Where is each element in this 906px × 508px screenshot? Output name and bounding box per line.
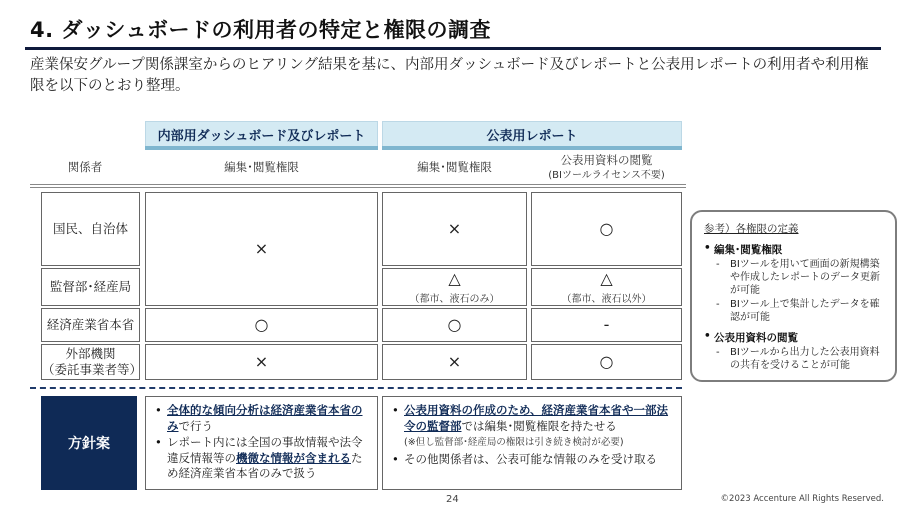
- cell-internal-merged: ×: [145, 192, 378, 306]
- policy-internal-bullet-2: • レポート内には全国の事故情報や法令違反情報等の機微な情報が含まれるため経済産業省本省のみで扱う: [154, 435, 371, 482]
- reference-title: 参考）各権限の定義: [704, 223, 799, 235]
- reference-item: - BIツールを用いて画面の新規構築や作成したレポートのデータ更新が可能: [704, 258, 885, 297]
- col-header-public-view-line2: (BIツールライセンス不要): [548, 170, 665, 181]
- group-underline-public: [382, 146, 682, 150]
- cell-public-edit-meti: ○: [382, 308, 527, 342]
- row-header-meti: 経済産業省本省: [41, 308, 140, 342]
- policy-label: 方針案: [41, 396, 137, 490]
- col-header-party: 関係者: [67, 160, 103, 174]
- reference-heading-view: • 公表用資料の閲覧: [704, 330, 885, 345]
- group-header-internal: 内部用ダッシュボード及びレポート: [145, 121, 378, 147]
- cell-public-view-external: ○: [531, 344, 682, 380]
- cell-public-edit-supervision: △ （都市、液石のみ）: [382, 268, 527, 306]
- cell-internal-meti: ○: [145, 308, 378, 342]
- col-header-internal-edit: 編集･閲覧権限: [224, 160, 299, 174]
- cell-public-view-meti: -: [531, 308, 682, 342]
- reference-item: - BIツールから出力した公表用資料の共有を受けることが可能: [704, 346, 885, 372]
- policy-public-bullet-2: • その他関係者は、公表可能な情報のみを受け取る: [391, 452, 675, 468]
- policy-public-box: [382, 396, 682, 490]
- col-header-public-view-line1: 公表用資料の閲覧: [560, 153, 653, 167]
- header-divider-top: [30, 184, 686, 185]
- copyright: ©2023 Accenture All Rights Reserved.: [720, 494, 884, 504]
- col-header-public-view: [531, 153, 682, 183]
- page-title: 4. ダッシュボードの利用者の特定と権限の調査: [30, 18, 491, 42]
- title-rule: [25, 47, 881, 50]
- group-underline-internal: [145, 146, 378, 150]
- cell-public-edit-external: ×: [382, 344, 527, 380]
- cell-public-edit-citizens: ×: [382, 192, 527, 266]
- reference-item: - BIツール上で集計したデータを確認が可能: [704, 298, 885, 324]
- dashed-separator: [30, 387, 682, 389]
- policy-internal-box: [145, 396, 378, 490]
- row-header-supervision: 監督部･経産局: [41, 268, 140, 306]
- intro-text: 産業保安グループ関係課室からのヒアリング結果を基に、内部用ダッシュボード及びレポートと公表用レポートの利用者や利用権限を以下のとおり整理。: [30, 57, 869, 94]
- cell-public-view-supervision: △ （都市、液石以外）: [531, 268, 682, 306]
- cell-internal-external: ×: [145, 344, 378, 380]
- col-header-public-edit: 編集･閲覧権限: [417, 160, 492, 174]
- policy-public-bullet-1: • 公表用資料の作成のため、経済産業省本省や一部法令の監督部では編集･閲覧権限を持たせる (※但し監督部･経産局の権限は引き続き検討が必要): [391, 403, 675, 451]
- policy-internal-bullet-1: • 全体的な傾向分析は経済産業省本省のみで行う: [154, 403, 371, 434]
- page-number: 24: [446, 494, 459, 505]
- cell-public-view-citizens: ○: [531, 192, 682, 266]
- row-header-external: 外部機関 （委託事業者等）: [41, 344, 140, 380]
- row-header-citizens: 国民、自治体: [41, 192, 140, 266]
- group-header-public: 公表用レポート: [382, 121, 682, 147]
- header-divider-bottom: [30, 187, 686, 188]
- reference-box: [690, 210, 897, 382]
- reference-heading-edit: • 編集･閲覧権限: [704, 242, 885, 257]
